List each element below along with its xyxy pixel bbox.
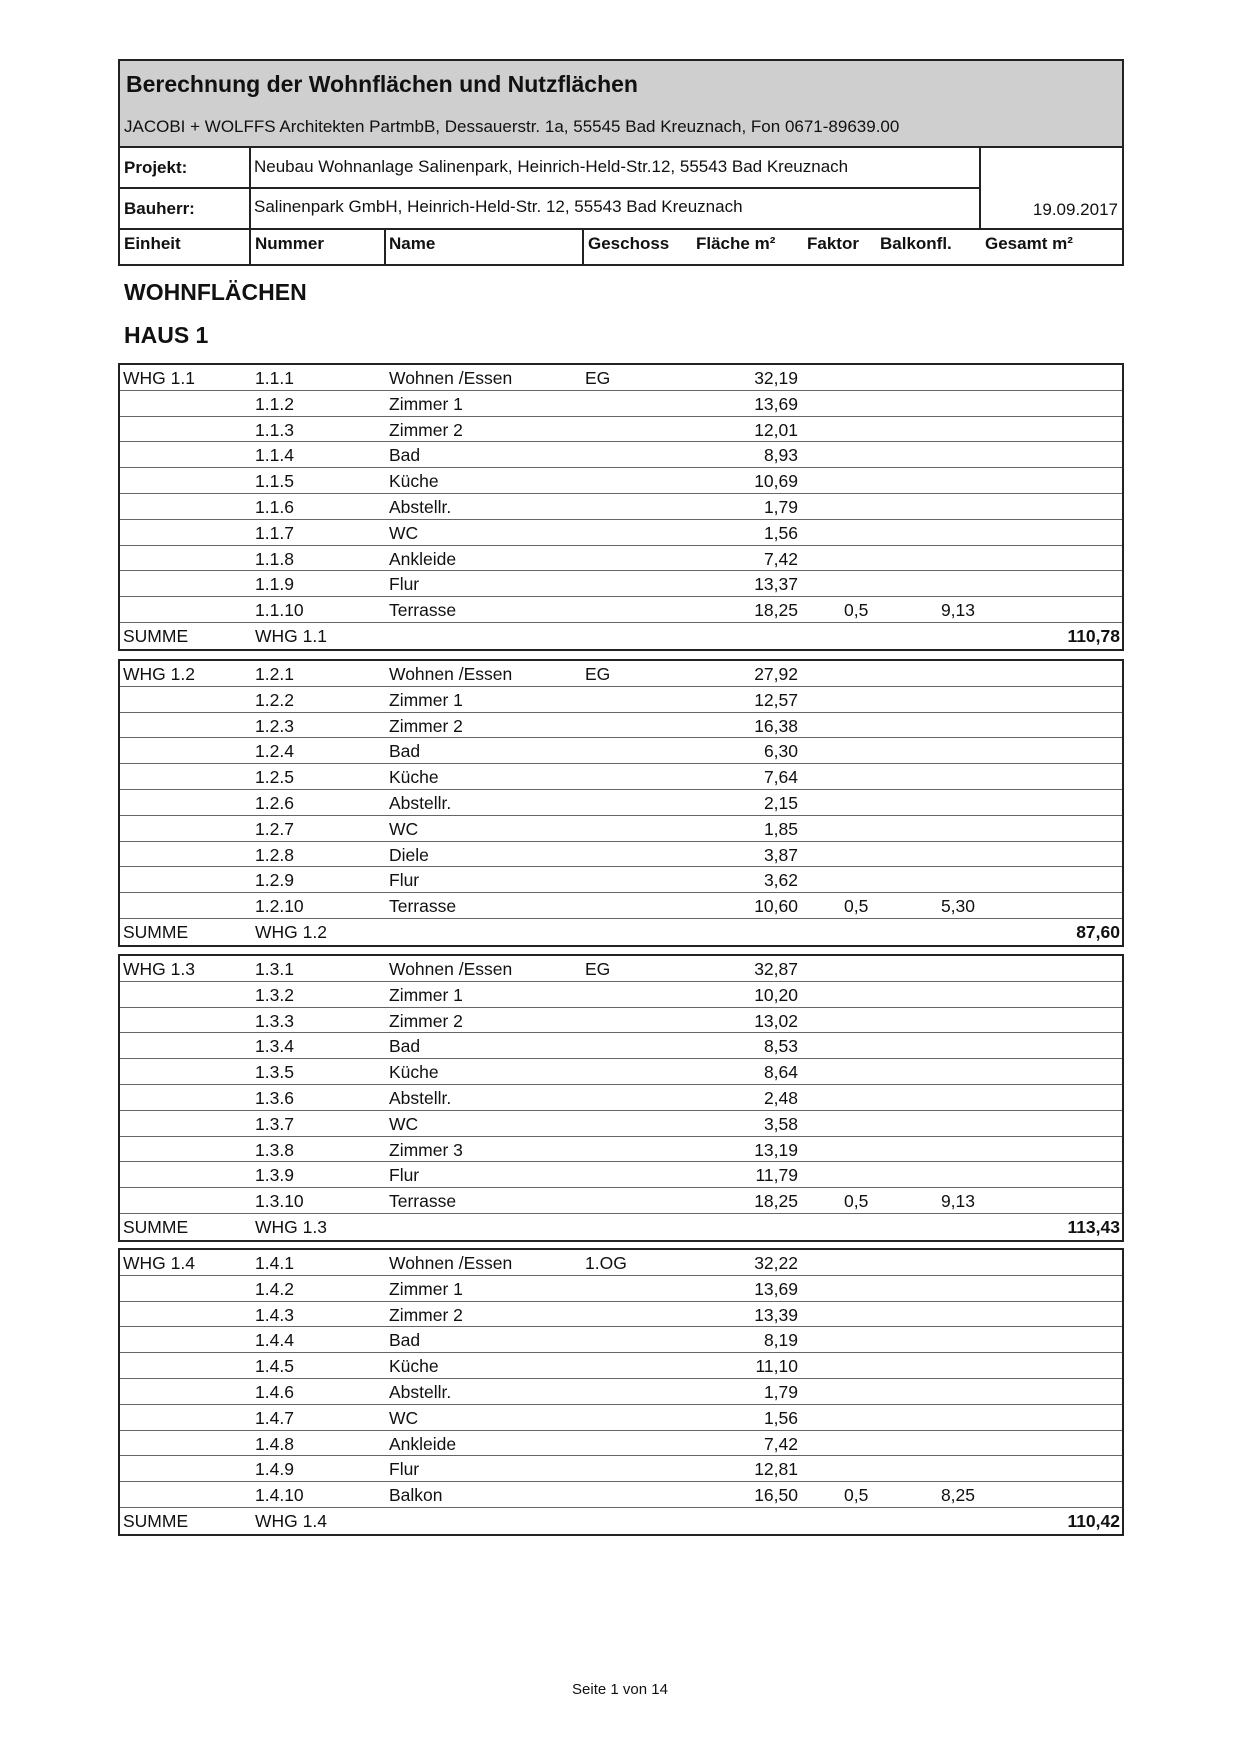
area-cell: 10,20 xyxy=(754,984,798,1005)
unit-block xyxy=(118,954,1124,1242)
room-name-cell: WC xyxy=(389,818,419,839)
room-name-cell: Küche xyxy=(389,1062,439,1083)
room-number-cell: 1.4.2 xyxy=(255,1278,294,1299)
area-cell: 1,79 xyxy=(763,1381,798,1402)
area-cell: 16,50 xyxy=(754,1485,798,1506)
table-row xyxy=(120,520,1122,546)
room-name-cell: WC xyxy=(389,1407,419,1428)
area-cell: 12,57 xyxy=(754,689,798,710)
area-cell: 16,38 xyxy=(754,715,798,736)
unit-name: WHG 1.3 xyxy=(123,959,195,979)
room-number-cell: 1.2.8 xyxy=(255,844,294,865)
room-name-cell: Ankleide xyxy=(389,548,457,569)
factor-cell: 0,5 xyxy=(844,1191,869,1212)
sum-row xyxy=(120,1214,1122,1240)
area-cell: 2,15 xyxy=(763,792,798,813)
room-number-cell: 1.1.3 xyxy=(255,419,294,440)
area-cell: 32,87 xyxy=(754,959,798,979)
room-name-cell: Diele xyxy=(389,844,429,865)
room-number-cell: 1.4.8 xyxy=(255,1433,294,1454)
room-name-cell: Zimmer 2 xyxy=(389,1304,463,1325)
projekt-label: Projekt: xyxy=(124,158,188,177)
room-name-cell: Küche xyxy=(389,767,439,788)
area-cell: 3,62 xyxy=(763,870,798,891)
floor-cell: EG xyxy=(585,959,611,979)
table-row xyxy=(120,1327,1122,1353)
sum-row xyxy=(120,919,1122,945)
table-row xyxy=(120,1085,1122,1111)
divider xyxy=(120,228,1122,230)
room-number-cell: 1.2.5 xyxy=(255,767,294,788)
room-name-cell: Zimmer 2 xyxy=(389,419,463,440)
bauherr-value: Salinenpark GmbH, Heinrich-Held-Str. 12, 55543 Bad Kreuznach xyxy=(254,197,743,216)
area-cell: 11,10 xyxy=(755,1356,798,1377)
sum-row xyxy=(120,623,1122,649)
area-cell: 13,02 xyxy=(754,1010,798,1031)
table-row xyxy=(120,687,1122,713)
room-number-cell: 1.2.6 xyxy=(255,792,294,813)
table-row xyxy=(120,816,1122,842)
factor-cell: 0,5 xyxy=(844,1485,869,1506)
room-number-cell: 1.2.9 xyxy=(255,870,294,891)
area-cell: 12,81 xyxy=(754,1459,798,1480)
room-name-cell: Zimmer 1 xyxy=(389,689,463,710)
col-header-name: Name xyxy=(389,234,436,253)
area-cell: 13,69 xyxy=(754,393,798,414)
room-name-cell: Zimmer 1 xyxy=(389,1278,463,1299)
table-row xyxy=(120,468,1122,494)
room-number-cell: 1.1.2 xyxy=(255,393,294,414)
factor-cell: 0,5 xyxy=(844,896,869,917)
table-row xyxy=(120,764,1122,790)
sum-unit-ref: WHG 1.1 xyxy=(255,625,327,646)
area-cell: 1,56 xyxy=(763,1407,798,1428)
room-name-cell: Terrasse xyxy=(389,600,457,621)
area-cell: 1,85 xyxy=(763,818,798,839)
room-name-cell: Zimmer 2 xyxy=(389,715,463,736)
area-cell: 7,42 xyxy=(763,548,798,569)
sum-row xyxy=(120,1508,1122,1534)
page-number: Seite 1 von 14 xyxy=(572,1681,668,1698)
table-row xyxy=(120,738,1122,764)
room-name-cell: Wohnen /Essen xyxy=(389,368,513,388)
table-row xyxy=(120,713,1122,739)
area-cell: 27,92 xyxy=(754,664,798,684)
room-name-cell: Küche xyxy=(389,1356,439,1377)
area-cell: 8,19 xyxy=(763,1330,798,1351)
room-name-cell: Flur xyxy=(389,870,420,891)
room-number-cell: 1.3.6 xyxy=(255,1087,294,1108)
table-row xyxy=(120,1456,1122,1482)
room-number-cell: 1.3.10 xyxy=(255,1191,304,1212)
sum-label: SUMME xyxy=(123,1216,189,1237)
col-header-flaeche: Fläche m² xyxy=(696,234,776,253)
room-name-cell: Wohnen /Essen xyxy=(389,959,513,979)
room-name-cell: Wohnen /Essen xyxy=(389,1253,513,1273)
table-row xyxy=(120,417,1122,443)
table-row xyxy=(120,1033,1122,1059)
room-number-cell: 1.3.5 xyxy=(255,1062,294,1083)
area-cell: 10,69 xyxy=(754,471,798,492)
room-number-cell: 1.1.10 xyxy=(255,600,304,621)
floor-cell: EG xyxy=(585,664,611,684)
room-number-cell: 1.4.10 xyxy=(255,1485,304,1506)
table-row xyxy=(120,1137,1122,1163)
sum-unit-ref: WHG 1.3 xyxy=(255,1216,327,1237)
table-row xyxy=(120,1276,1122,1302)
table-row xyxy=(120,1008,1122,1034)
area-cell: 8,64 xyxy=(763,1062,798,1083)
balcony-area-cell: 5,30 xyxy=(940,896,975,917)
area-cell: 11,79 xyxy=(755,1165,798,1186)
table-row xyxy=(120,1302,1122,1328)
projekt-value: Neubau Wohnanlage Salinenpark, Heinrich-Held-Str.12, 55543 Bad Kreuznach xyxy=(254,157,849,176)
table-row xyxy=(120,494,1122,520)
room-number-cell: 1.2.2 xyxy=(255,689,294,710)
area-cell: 12,01 xyxy=(754,419,798,440)
area-cell: 13,19 xyxy=(754,1139,798,1160)
room-name-cell: Zimmer 1 xyxy=(389,984,463,1005)
room-number-cell: 1.2.4 xyxy=(255,741,294,762)
room-number-cell: 1.1.8 xyxy=(255,548,294,569)
room-number-cell: 1.4.6 xyxy=(255,1381,294,1402)
area-cell: 1,56 xyxy=(763,522,798,543)
room-name-cell: Bad xyxy=(389,1330,421,1351)
table-row xyxy=(120,1188,1122,1214)
room-number-cell: 1.1.7 xyxy=(255,522,294,543)
room-name-cell: Abstellr. xyxy=(389,1381,452,1402)
area-cell: 3,58 xyxy=(763,1113,798,1134)
sum-label: SUMME xyxy=(123,1510,189,1531)
area-cell: 7,42 xyxy=(763,1433,798,1454)
col-header-balkonfl: Balkonfl. xyxy=(880,234,952,253)
area-cell: 13,39 xyxy=(754,1304,798,1325)
room-name-cell: Abstellr. xyxy=(389,496,452,517)
table-row xyxy=(120,1162,1122,1188)
col-header-faktor: Faktor xyxy=(807,234,859,253)
room-number-cell: 1.4.4 xyxy=(255,1330,294,1351)
architect-info: JACOBI + WOLFFS Architekten PartmbB, Dessauerstr. 1a, 55545 Bad Kreuznach, Fon 0671-89639.00 xyxy=(124,117,900,136)
room-name-cell: WC xyxy=(389,522,419,543)
balcony-area-cell: 9,13 xyxy=(940,600,975,621)
table-row xyxy=(120,867,1122,893)
room-number-cell: 1.3.1 xyxy=(255,959,294,979)
floor-cell: 1.OG xyxy=(585,1253,627,1273)
room-name-cell: Terrasse xyxy=(389,1191,457,1212)
area-cell: 7,64 xyxy=(763,767,798,788)
area-cell: 1,79 xyxy=(763,496,798,517)
area-cell: 18,25 xyxy=(754,600,798,621)
divider xyxy=(384,228,386,264)
bauherr-label: Bauherr: xyxy=(124,199,195,218)
document-date: 19.09.2017 xyxy=(1032,200,1118,219)
area-cell: 18,25 xyxy=(754,1191,798,1212)
table-row xyxy=(120,391,1122,417)
table-row xyxy=(120,1431,1122,1457)
col-header-nummer: Nummer xyxy=(255,234,324,253)
room-name-cell: Zimmer 3 xyxy=(389,1139,463,1160)
room-name-cell: Flur xyxy=(389,1459,420,1480)
sum-label: SUMME xyxy=(123,625,189,646)
document-title: Berechnung der Wohnflächen und Nutzflächen xyxy=(126,71,638,97)
room-number-cell: 1.4.1 xyxy=(255,1253,294,1273)
divider xyxy=(249,148,251,264)
table-row xyxy=(120,597,1122,623)
room-name-cell: Flur xyxy=(389,574,420,595)
table-row xyxy=(120,790,1122,816)
room-number-cell: 1.3.2 xyxy=(255,984,294,1005)
room-name-cell: Zimmer 2 xyxy=(389,1010,463,1031)
area-cell: 10,60 xyxy=(754,896,798,917)
table-row xyxy=(120,1059,1122,1085)
table-row xyxy=(120,1250,1122,1276)
table-row xyxy=(120,982,1122,1008)
room-number-cell: 1.4.3 xyxy=(255,1304,294,1325)
room-number-cell: 1.1.5 xyxy=(255,471,294,492)
room-number-cell: 1.3.3 xyxy=(255,1010,294,1031)
unit-block xyxy=(118,363,1124,651)
room-number-cell: 1.1.4 xyxy=(255,445,294,466)
unit-block xyxy=(118,1248,1124,1536)
sum-total: 110,42 xyxy=(1067,1510,1120,1531)
col-header-gesamt: Gesamt m² xyxy=(985,234,1073,253)
room-number-cell: 1.2.7 xyxy=(255,818,294,839)
area-cell: 13,37 xyxy=(754,574,798,595)
section-title: WOHNFLÄCHEN xyxy=(124,279,307,305)
table-row xyxy=(120,442,1122,468)
factor-cell: 0,5 xyxy=(844,600,869,621)
table-row xyxy=(120,1111,1122,1137)
room-number-cell: 1.4.5 xyxy=(255,1356,294,1377)
area-cell: 8,93 xyxy=(763,445,798,466)
room-name-cell: Balkon xyxy=(389,1485,443,1506)
unit-name: WHG 1.2 xyxy=(123,664,195,684)
table-row xyxy=(120,661,1122,687)
table-row xyxy=(120,365,1122,391)
room-number-cell: 1.4.7 xyxy=(255,1407,294,1428)
sum-label: SUMME xyxy=(123,921,189,942)
area-cell: 3,87 xyxy=(763,844,798,865)
sum-total: 110,78 xyxy=(1067,625,1120,646)
table-row xyxy=(120,1482,1122,1508)
sum-unit-ref: WHG 1.4 xyxy=(255,1510,327,1531)
room-name-cell: Bad xyxy=(389,445,421,466)
room-name-cell: Bad xyxy=(389,1036,421,1057)
unit-name: WHG 1.1 xyxy=(123,368,195,388)
room-name-cell: Abstellr. xyxy=(389,792,452,813)
room-name-cell: WC xyxy=(389,1113,419,1134)
area-cell: 8,53 xyxy=(763,1036,798,1057)
room-name-cell: Abstellr. xyxy=(389,1087,452,1108)
room-number-cell: 1.1.9 xyxy=(255,574,294,595)
room-number-cell: 1.3.9 xyxy=(255,1165,294,1186)
house-title: HAUS 1 xyxy=(124,322,209,348)
sum-total: 113,43 xyxy=(1067,1216,1120,1237)
table-row xyxy=(120,546,1122,572)
room-name-cell: Zimmer 1 xyxy=(389,393,463,414)
area-cell: 32,22 xyxy=(754,1253,798,1273)
area-cell: 13,69 xyxy=(754,1278,798,1299)
divider xyxy=(979,148,981,228)
balcony-area-cell: 8,25 xyxy=(940,1485,975,1506)
table-row xyxy=(120,1405,1122,1431)
room-number-cell: 1.3.4 xyxy=(255,1036,294,1057)
room-name-cell: Flur xyxy=(389,1165,420,1186)
table-row xyxy=(120,893,1122,919)
room-number-cell: 1.3.7 xyxy=(255,1113,294,1134)
area-cell: 6,30 xyxy=(763,741,798,762)
room-name-cell: Wohnen /Essen xyxy=(389,664,513,684)
col-header-einheit: Einheit xyxy=(124,234,181,253)
balcony-area-cell: 9,13 xyxy=(940,1191,975,1212)
table-row xyxy=(120,956,1122,982)
room-number-cell: 1.1.1 xyxy=(255,368,294,388)
unit-block xyxy=(118,659,1124,947)
room-number-cell: 1.2.3 xyxy=(255,715,294,736)
room-name-cell: Terrasse xyxy=(389,896,457,917)
room-number-cell: 1.2.1 xyxy=(255,664,294,684)
table-row xyxy=(120,571,1122,597)
area-cell: 2,48 xyxy=(763,1087,798,1108)
unit-name: WHG 1.4 xyxy=(123,1253,195,1273)
room-number-cell: 1.2.10 xyxy=(255,896,304,917)
room-number-cell: 1.4.9 xyxy=(255,1459,294,1480)
sum-unit-ref: WHG 1.2 xyxy=(255,921,327,942)
table-row xyxy=(120,1379,1122,1405)
room-name-cell: Bad xyxy=(389,741,421,762)
sum-total: 87,60 xyxy=(1076,921,1120,942)
room-number-cell: 1.3.8 xyxy=(255,1139,294,1160)
floor-cell: EG xyxy=(585,368,611,388)
table-row xyxy=(120,1353,1122,1379)
room-name-cell: Ankleide xyxy=(389,1433,457,1454)
room-name-cell: Küche xyxy=(389,471,439,492)
title-block xyxy=(118,59,1124,148)
room-number-cell: 1.1.6 xyxy=(255,496,294,517)
project-meta-table xyxy=(118,146,1124,266)
area-cell: 32,19 xyxy=(754,368,798,388)
table-row xyxy=(120,842,1122,868)
col-header-geschoss: Geschoss xyxy=(588,234,670,253)
divider xyxy=(582,228,584,264)
